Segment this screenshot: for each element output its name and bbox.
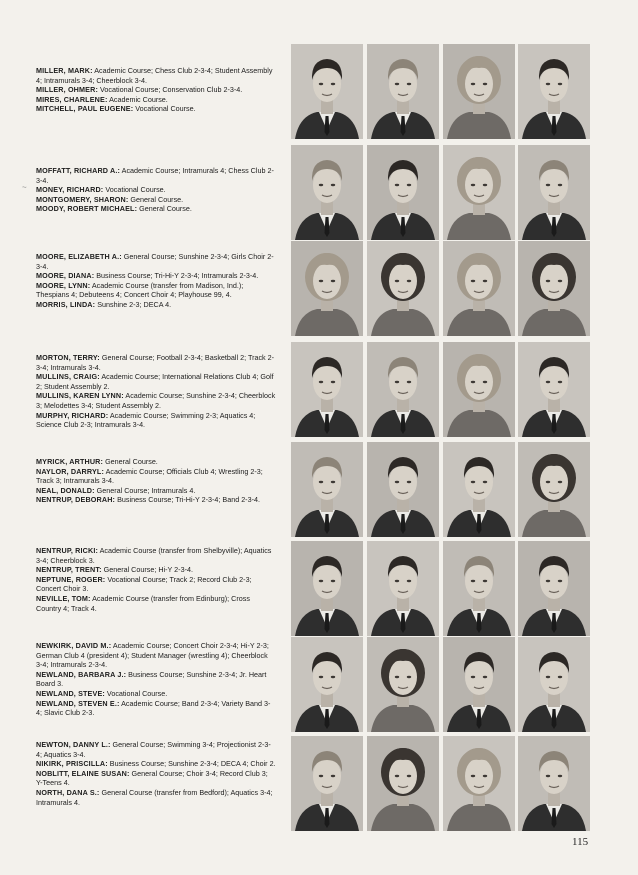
- portrait-row: [291, 44, 591, 139]
- student-portrait: [518, 541, 590, 636]
- student-group: [36, 353, 276, 430]
- student-entry: [36, 769, 276, 788]
- student-portrait: [518, 342, 590, 437]
- student-name: MOFFATT, RICHARD A.:: [36, 166, 121, 175]
- student-activities: Sunshine 2-3; DECA 4.: [95, 299, 172, 309]
- student-portrait: [367, 241, 439, 336]
- student-activities: Business Course; Tri-Hi-Y 2-3-4; Band 2-3-4.: [115, 495, 260, 505]
- student-activities: General Course; Choir 3-4; Record Club 3; Y-Teens 4.: [36, 768, 268, 788]
- student-entry: [36, 104, 276, 114]
- student-activities: Business Course; Sunshine 2-3-4; DECA 4; Choir 2.: [107, 759, 276, 769]
- student-activities: Vocational Course; Conservation Club 2-3-4.: [98, 85, 243, 95]
- student-portrait: [518, 145, 590, 240]
- student-name: NEVILLE, TOM:: [36, 593, 91, 603]
- student-activities: Academic Course; Band 2-3-4; Variety Band 3-4; Slavic Club 2-3.: [36, 698, 271, 718]
- student-entry: [36, 166, 276, 185]
- student-name: MILLER, MARK:: [36, 66, 93, 75]
- student-name: MOORE, ELIZABETH A.:: [36, 252, 122, 261]
- student-name: MONTGOMERY, SHARON:: [36, 194, 129, 204]
- student-portrait: [291, 442, 363, 537]
- student-entry: [36, 391, 276, 410]
- student-portrait: [443, 342, 515, 437]
- student-entry: [36, 546, 276, 565]
- student-entry: [36, 689, 276, 699]
- student-name: NENTRUP, TRENT:: [36, 565, 102, 575]
- student-entry: [36, 740, 276, 759]
- student-entry: [36, 66, 276, 85]
- student-activities: Vocational Course; Track 2; Record Club 2-3; Concert Choir 3.: [36, 574, 252, 594]
- student-activities: Academic Course; Chess Club 2-3-4; Student Assembly 4; Intramurals 3-4; Cheerblock 3-4.: [36, 66, 273, 85]
- student-portrait: [291, 44, 363, 139]
- student-group: [36, 166, 276, 214]
- student-entry: [36, 95, 276, 105]
- student-activities: General Course; Intramurals 4.: [94, 485, 196, 495]
- student-activities: Vocational Course.: [104, 688, 168, 698]
- student-portrait: [291, 241, 363, 336]
- student-group: [36, 740, 276, 807]
- student-entry: [36, 759, 276, 769]
- student-name: MULLINS, CRAIG:: [36, 372, 100, 382]
- student-name: NEWTON, DANNY L.:: [36, 740, 111, 749]
- student-name: NEAL, DONALD:: [36, 485, 95, 495]
- student-entry: [36, 204, 276, 214]
- student-name: NENTRUP, RICKI:: [36, 546, 99, 555]
- student-entry: [36, 594, 276, 613]
- student-entry: [36, 575, 276, 594]
- student-activities: Academic Course; Intramurals 4; Chess Club 2-3-4.: [36, 166, 274, 185]
- student-portrait: [443, 44, 515, 139]
- student-name: MITCHELL, PAUL EUGENE:: [36, 104, 134, 114]
- student-portrait: [443, 637, 515, 732]
- student-entry: [36, 411, 276, 430]
- student-activities: Academic Course.: [107, 94, 168, 104]
- student-portrait: [443, 442, 515, 537]
- student-activities: Business Course; Tri-Hi-Y 2-3-4; Intramurals 2-3-4.: [94, 271, 259, 281]
- student-entry: [36, 641, 276, 670]
- student-activities: General Course.: [103, 457, 158, 466]
- student-portrait: [518, 637, 590, 732]
- portrait-row: [291, 145, 591, 240]
- student-entry: [36, 271, 276, 281]
- student-activities: Academic Course; Swimming 2-3; Aquatics 4; Science Club 2-3; Intramurals 3-4.: [36, 410, 256, 430]
- portrait-row: [291, 342, 591, 437]
- student-activities: General Course.: [137, 204, 192, 214]
- student-name: MORRIS, LINDA:: [36, 299, 96, 309]
- student-entry: [36, 185, 276, 195]
- student-entry: [36, 467, 276, 486]
- student-portrait: [367, 637, 439, 732]
- student-portrait: [443, 241, 515, 336]
- student-activities: Academic Course (transfer from Edinburg); Cross Country 4; Track 4.: [36, 593, 250, 613]
- student-portrait: [367, 736, 439, 831]
- student-portrait: [443, 145, 515, 240]
- student-entry: [36, 252, 276, 271]
- student-name: NEWLAND, STEVE:: [36, 688, 105, 698]
- student-entry: [36, 281, 276, 300]
- student-entry: [36, 699, 276, 718]
- student-name: MOODY, ROBERT MICHAEL:: [36, 204, 138, 214]
- student-activities: Vocational Course.: [133, 104, 196, 114]
- student-group: [36, 252, 276, 310]
- student-portrait: [367, 442, 439, 537]
- student-activities: General Course; Sunshine 2-3-4; Girls Choir 2-3-4.: [36, 252, 274, 271]
- student-name: NIKIRK, PRISCILLA:: [36, 759, 108, 769]
- student-activities: Academic Course (transfer from Madison, Ind.); Thespians 4; Debuteens 4; Concert Choir 4; Playhouse 99, 4.: [36, 280, 244, 300]
- student-portrait: [518, 241, 590, 336]
- student-entry: [36, 372, 276, 391]
- student-name: NENTRUP, DEBORAH:: [36, 495, 116, 505]
- student-activities: Academic Course; Sunshine 2-3-4; Cheerblock 3; Melodettes 3-4; Student Assembly 2.: [36, 391, 276, 410]
- student-entry: [36, 565, 276, 575]
- student-portrait: [291, 342, 363, 437]
- student-activities: General Course; Swimming 3-4; Projectionist 2-3-4; Aquatics 3-4.: [36, 740, 271, 759]
- student-name: MULLINS, KAREN LYNN:: [36, 391, 124, 401]
- student-entry: [36, 495, 276, 505]
- student-entry: [36, 457, 276, 467]
- portrait-row: [291, 736, 591, 831]
- student-name: NOBLITT, ELAINE SUSAN:: [36, 768, 130, 778]
- student-activities: Academic Course; Officials Club 4; Wrestling 2-3; Track 3; Intramurals 3-4.: [36, 466, 263, 486]
- student-portrait: [291, 736, 363, 831]
- student-portrait: [367, 44, 439, 139]
- student-entry: [36, 670, 276, 689]
- portrait-row: [291, 442, 591, 537]
- student-portrait: [291, 637, 363, 732]
- student-entry: [36, 195, 276, 205]
- student-name: MORTON, TERRY:: [36, 353, 100, 362]
- student-name: MURPHY, RICHARD:: [36, 410, 109, 420]
- student-activities: Vocational Course.: [103, 185, 166, 195]
- student-entry: [36, 486, 276, 496]
- student-name: MIRES, CHARLENE:: [36, 94, 108, 104]
- student-activities: Business Course; Sunshine 2-3-4; Jr. Heart Board 3.: [36, 669, 267, 689]
- student-entry: [36, 353, 276, 372]
- student-entry: [36, 85, 276, 95]
- portrait-row: [291, 241, 591, 336]
- student-portrait: [291, 541, 363, 636]
- student-portrait: [518, 44, 590, 139]
- student-name: MYRICK, ARTHUR:: [36, 457, 104, 466]
- student-portrait: [367, 145, 439, 240]
- portrait-row: [291, 541, 591, 636]
- portrait-row: [291, 637, 591, 732]
- student-activities: General Course; Football 2-3-4; Basketball 2; Track 2-3-4; Intramurals 3-4.: [36, 353, 275, 372]
- student-portrait: [443, 541, 515, 636]
- student-portrait: [367, 541, 439, 636]
- student-name: NEPTUNE, ROGER:: [36, 574, 106, 584]
- student-name: NAYLOR, DARRYL:: [36, 466, 105, 476]
- student-portrait: [518, 442, 590, 537]
- student-name: NEWLAND, BARBARA J.:: [36, 669, 127, 679]
- student-name: MONEY, RICHARD:: [36, 185, 104, 195]
- student-activities: General Course.: [128, 194, 184, 204]
- student-portrait: [367, 342, 439, 437]
- student-activities: General Course; Hi-Y 2-3-4.: [101, 565, 193, 575]
- student-portrait: [291, 145, 363, 240]
- student-name: MOORE, DIANA:: [36, 271, 95, 281]
- student-name: MILLER, OHMER:: [36, 85, 98, 95]
- student-activities: Academic Course; International Relations Club 4; Golf 2; Student Assembly 2.: [36, 372, 274, 391]
- student-name: NORTH, DANA S.:: [36, 787, 100, 797]
- student-entry: [36, 788, 276, 807]
- student-group: [36, 641, 276, 718]
- student-portrait: [518, 736, 590, 831]
- student-activities: Academic Course; Concert Choir 2-3-4; Hi-Y 2-3; German Club 4 (president 4); Student Manager (wrestling 4); Cheerblock 3-4; Intramurals 2-3-4.: [36, 641, 269, 670]
- student-name: MOORE, LYNN:: [36, 280, 91, 290]
- pencil-mark: ~: [22, 183, 27, 192]
- student-activities: General Course (transfer from Bedford); Aquatics 3-4; Intramurals 4.: [36, 787, 273, 807]
- student-activities: Academic Course (transfer from Shelbyville); Aquatics 3-4; Cheerblock 3.: [36, 546, 272, 565]
- page-number: 115: [572, 836, 589, 848]
- student-group: [36, 457, 276, 505]
- student-entry: [36, 300, 276, 310]
- student-group: [36, 66, 276, 114]
- student-portrait: [443, 736, 515, 831]
- student-name: NEWKIRK, DAVID M.:: [36, 641, 112, 650]
- student-group: [36, 546, 276, 613]
- student-name: NEWLAND, STEVEN E.:: [36, 698, 120, 708]
